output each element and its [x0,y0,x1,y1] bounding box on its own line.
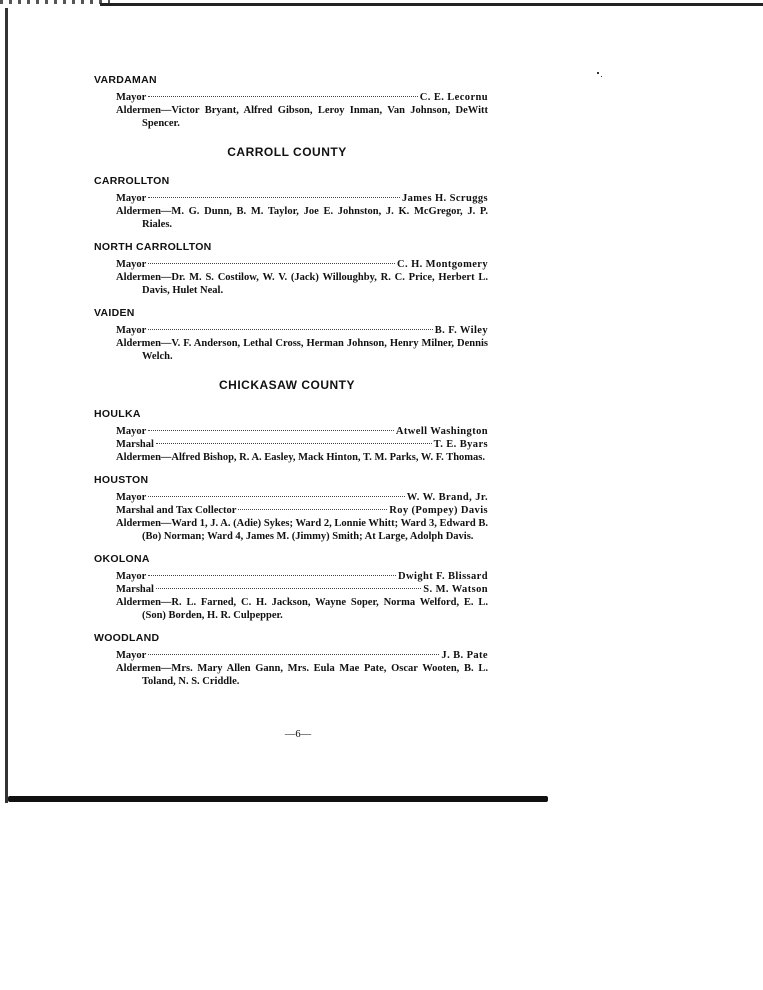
official-name: Dwight F. Blissard [398,571,488,582]
town-block [94,175,488,231]
aldermen-list: Aldermen—Alfred Bishop, R. A. Easley, Mack Hinton, T. M. Parks, W. F. Thomas. [116,452,486,463]
town-block [94,307,488,363]
dot-leader [148,96,417,97]
official-title: Mayor [116,92,147,103]
officials-list [94,324,488,363]
dot-leader [148,654,439,655]
page-border-bottom [8,796,548,802]
dot-leader [148,197,400,198]
officials-list [94,91,488,130]
officials-list [94,192,488,231]
official-title: Mayor [116,426,147,437]
aldermen-list: Aldermen—M. G. Dunn, B. M. Taylor, Joe E. Johnston, J. K. McGregor, J. P. Riales. [116,206,488,230]
aldermen-list: Aldermen—Victor Bryant, Alfred Gibson, Leroy Inman, Van Johnson, DeWitt Spencer. [116,105,488,129]
scan-speck [601,76,602,77]
officials-list [94,425,488,464]
aldermen-list: Aldermen—V. F. Anderson, Lethal Cross, Herman Johnson, Henry Milner, Dennis Welch. [116,338,488,362]
town-block [94,553,488,622]
official-name: James H. Scruggs [401,193,488,204]
official-row [116,583,488,596]
official-row [116,425,488,438]
town-block [94,474,488,543]
official-name: S. M. Watson [423,584,488,595]
dot-leader [238,509,387,510]
official-row [116,438,488,451]
official-name: B. F. Wiley [434,325,488,336]
official-name: Atwell Washington [395,426,488,437]
official-row [116,324,488,337]
dot-leader [156,443,432,444]
official-title: Mayor [116,193,147,204]
aldermen-list: Aldermen—R. L. Farned, C. H. Jackson, Wayne Soper, Norma Welford, E. L. (Son) Borden, H. R. Culpepper. [116,597,488,621]
official-name: T. E. Byars [433,439,488,450]
official-name: C. E. Lecornu [419,92,488,103]
dot-leader [148,575,396,576]
official-title: Marshal and Tax Collector [116,505,237,516]
official-title: Marshal [116,439,154,450]
official-name: Roy (Pompey) Davis [389,505,488,516]
page-footer [94,715,488,740]
official-title: Mayor [116,650,147,661]
official-row [116,91,488,104]
town-name: HOULKA [94,408,141,420]
officials-list [94,649,488,688]
scan-edge-marks [0,0,110,4]
official-name: C. H. Montgomery [397,259,488,270]
dot-leader [148,430,394,431]
official-row [116,491,488,504]
page-number: —6— [284,729,312,740]
official-row [116,504,488,517]
dot-leader [148,329,432,330]
aldermen-list: Aldermen—Mrs. Mary Allen Gann, Mrs. Eula Mae Pate, Oscar Wooten, B. L. Toland, N. S. Criddle. [116,663,488,687]
aldermen-list: Aldermen—Ward 1, J. A. (Adie) Sykes; Ward 2, Lonnie Whitt; Ward 3, Edward B. (Bo) Norman; Ward 4, James M. (Jimmy) Smith; At Large, Adolph Davis. [116,518,488,542]
town-name: VAIDEN [94,307,135,319]
town-name: WOODLAND [94,632,160,644]
official-name: W. W. Brand, Jr. [406,492,488,503]
county-heading: CARROLL COUNTY [227,145,347,159]
town-name: OKOLONA [94,553,150,565]
official-title: Mayor [116,259,147,270]
official-title: Mayor [116,325,147,336]
official-name: J. B. Pate [441,650,488,661]
town-block [94,74,488,130]
town-block [94,241,488,297]
page-border-top [100,3,763,6]
official-row [116,258,488,271]
dot-leader [148,263,395,264]
official-row [116,192,488,205]
aldermen-list: Aldermen—Dr. M. S. Costilow, W. V. (Jack) Willoughby, R. C. Price, Herbert L. Davis, Hulet Neal. [116,272,488,296]
town-name: VARDAMAN [94,74,157,86]
official-title: Mayor [116,571,147,582]
official-row [116,649,488,662]
official-row [116,570,488,583]
page-border-left [5,8,8,803]
county-heading: CHICKASAW COUNTY [219,378,355,392]
official-title: Marshal [116,584,154,595]
town-block [94,632,488,688]
scan-speck [597,72,599,74]
town-block [94,408,488,464]
town-name: HOUSTON [94,474,149,486]
town-name: CARROLLTON [94,175,170,187]
directory-page [94,74,488,698]
officials-list [94,491,488,543]
officials-list [94,570,488,622]
dot-leader [156,588,421,589]
official-title: Mayor [116,492,147,503]
officials-list [94,258,488,297]
town-name: NORTH CARROLLTON [94,241,212,253]
dot-leader [148,496,404,497]
